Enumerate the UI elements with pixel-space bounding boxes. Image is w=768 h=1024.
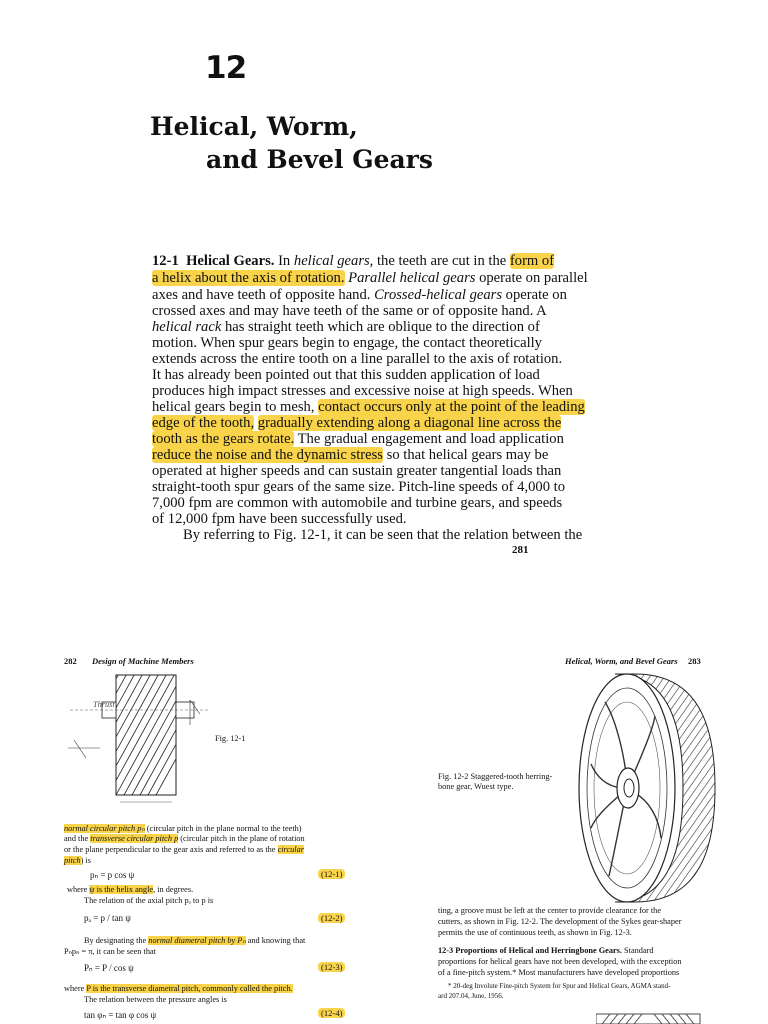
text-line: proportions for helical gears have not been developed, with the exception [438, 957, 682, 966]
highlight: P is the transverse diametral pitch, commonly called the pitch. [86, 984, 293, 993]
text-line: By designating the normal diametral pitch by Pₙ and knowing that [84, 936, 306, 945]
text-line: or the plane perpendicular to the gear axis and referred to as the circular [64, 845, 304, 854]
text-line: By referring to Fig. 12-1, it can be seen that the relation between the [183, 527, 583, 543]
equation-number: (12-3) [318, 962, 345, 972]
text-line: The relation between the pressure angles is [84, 995, 227, 1004]
highlight: tooth as the gears rotate. [152, 431, 295, 447]
text-line: 12-3 Proportions of Helical and Herringbone Gears. Standard [438, 946, 654, 955]
equation-12-3: Pₙ = P / cos ψ [84, 963, 134, 973]
highlight: ψ is the helix angle [89, 885, 154, 894]
section-heading: 12-3 Proportions of Helical and Herringbone Gears. [438, 946, 622, 955]
figure-caption: bone gear, Wuest type. [438, 782, 514, 791]
text-line: and the transverse circular pitch p (circular pitch in the plane of rotation [64, 834, 305, 843]
chapter-title-line2: and Bevel Gears [206, 145, 433, 174]
text-line: operated at higher speeds and can sustain greater tangential loads than [152, 463, 562, 479]
running-head: Helical, Worm, and Bevel Gears [565, 656, 678, 666]
text-line: cutters, as shown in Fig. 12-2. The development of the Sykes gear-shaper [438, 917, 682, 926]
text-line: permits the use of continuous teeth, as shown in Fig. 12-3. [438, 928, 632, 937]
equation-number: (12-1) [318, 869, 345, 879]
footnote: * 20-deg Involute Fine-pitch System for Spur and Helical Gears, AGMA stand- [448, 982, 671, 990]
chapter-title-line1: Helical, Worm, [150, 112, 358, 141]
page-number: 283 [688, 656, 701, 666]
section-number: 12-1 [152, 253, 179, 269]
text-line: crossed axes and may have teeth of the same or of opposite hand. A [152, 303, 547, 319]
text-line [152, 415, 561, 432]
text-line: of 12,000 fpm have been successfully used. [152, 511, 407, 527]
text-line: motion. When spur gears begin to engage, the contact theoretically [152, 335, 542, 351]
text-line: Pₙpₙ = π, it can be seen that [64, 947, 156, 956]
page-number: 281 [512, 544, 529, 556]
text-line: It has already been pointed out that this sudden application of load [152, 367, 540, 383]
figure-12-1 [60, 670, 220, 810]
text-line: where P is the transverse diametral pitch, commonly called the pitch. [64, 984, 293, 993]
equation-number: (12-4) [318, 1008, 345, 1018]
text-line: tooth as the gears rotate. The gradual engagement and load application [152, 431, 564, 447]
equation-12-2: pₐ = p / tan ψ [84, 913, 131, 923]
equation-12-1: pₙ = p cos ψ [90, 870, 135, 880]
chapter-number: 12 [205, 50, 247, 86]
figure-12-2-gear [575, 668, 725, 908]
fig-thrust-label: Thrust [93, 700, 115, 709]
equation-number: (12-2) [318, 913, 345, 923]
highlight: a helix about the axis of rotation. [152, 270, 345, 286]
figure-label: Fig. 12-1 [215, 734, 246, 743]
highlight: form of [509, 253, 555, 269]
text-line: produces high impact stresses and excessive noise at high speeds. When [152, 383, 573, 399]
highlight: pitch [64, 856, 81, 865]
text-line: helical gears begin to mesh, contact occurs only at the point of the leading [152, 399, 585, 415]
text-line: pitch) is [64, 856, 91, 865]
highlight: reduce the noise and the dynamic stress [152, 447, 383, 463]
page-number: 282 [64, 656, 77, 666]
highlight: transverse circular pitch p [90, 834, 179, 843]
text-line: 12-1 Helical Gears. In helical gears, the teeth are cut in the form of [152, 253, 555, 269]
figure-caption: Fig. 12-2 Staggered-tooth herring- [438, 772, 553, 781]
text-line: normal circular pitch pₙ (circular pitch in the plane normal to the teeth) [64, 824, 302, 833]
highlight: circular [277, 845, 304, 854]
text-line: helical rack has straight teeth which are oblique to the direction of [152, 319, 540, 335]
text-line: ting, a groove must be left at the center to provide clearance for the [438, 906, 661, 915]
section-title: Helical Gears. [186, 253, 275, 269]
text-line: reduce the noise and the dynamic stress so that helical gears may be [152, 447, 549, 463]
text-line: where ψ is the helix angle, in degrees. [67, 885, 194, 894]
figure-12-3-partial [596, 1012, 701, 1024]
text-line: straight-tooth spur gears of the same size. Pitch-line speeds of 4,000 to [152, 479, 565, 495]
running-head: Design of Machine Members [92, 656, 194, 666]
text-line: of a fine-pitch system.* Most manufacturers have developed proportions [438, 968, 680, 977]
highlight: gradually extending along a diagonal line across the [257, 415, 562, 431]
text-line: axes and have teeth of opposite hand. Crossed-helical gears operate on [152, 287, 567, 303]
highlight: normal circular pitch pₙ [64, 824, 145, 833]
equation-12-4: tan φₙ = tan φ cos ψ [84, 1010, 157, 1020]
text-line: a helix about the axis of rotation. Parallel helical gears operate on parallel [152, 270, 588, 286]
text-line: extends across the entire tooth on a line parallel to the axis of rotation. [152, 351, 563, 367]
text-line: The relation of the axial pitch pₐ to p is [84, 896, 214, 905]
footnote: ard 207.04, June, 1956. [438, 992, 504, 1000]
text-line: 7,000 fpm are common with automobile and turbine gears, and speeds [152, 495, 563, 511]
highlight: contact occurs only at the point of the leading [318, 399, 585, 415]
highlight: normal diametral pitch by Pₙ [148, 936, 246, 945]
highlight: edge of the tooth, [152, 415, 255, 431]
